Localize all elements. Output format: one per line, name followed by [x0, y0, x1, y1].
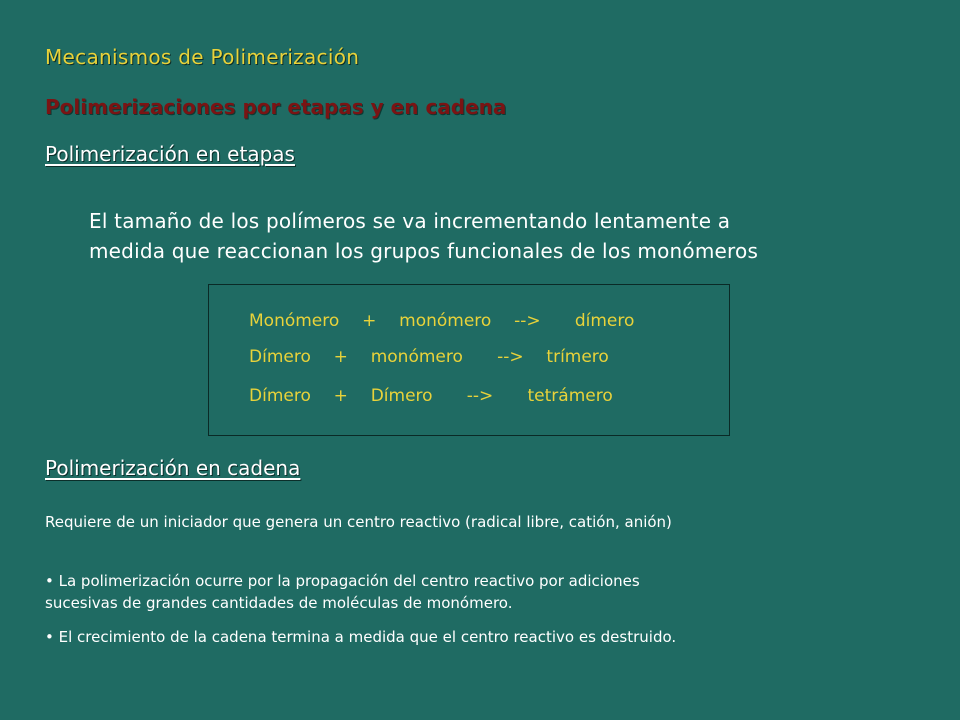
chain-bullet-2: • El crecimiento de la cadena termina a medida que el centro reactivo es destruido. [45, 628, 677, 646]
reaction-line-2: Dímero + monómero --> trímero [249, 347, 609, 367]
section-title-steps: Polimerización en etapas [45, 142, 295, 166]
chain-bullet-1 [45, 570, 640, 614]
main-heading: Mecanismos de Polimerización [45, 45, 360, 69]
reaction-line-3: Dímero + Dímero --> tetrámero [249, 386, 613, 406]
steps-description [89, 206, 758, 266]
steps-description-line-1: El tamaño de los polímeros se va incrementando lentamente a [89, 209, 731, 233]
reaction-line-1: Monómero + monómero --> dímero [249, 311, 635, 331]
chain-bullet-1-line-2: sucesivas de grandes cantidades de moléculas de monómero. [45, 594, 513, 612]
reactions-box [208, 284, 730, 436]
section-title-chain: Polimerización en cadena [45, 456, 301, 480]
steps-description-line-2: medida que reaccionan los grupos funcionales de los monómeros [89, 239, 759, 263]
sub-heading: Polimerizaciones por etapas y en cadena [45, 95, 507, 119]
chain-bullet-1-line-1: • La polimerización ocurre por la propagación del centro reactivo por adiciones [45, 572, 640, 590]
chain-intro: Requiere de un iniciador que genera un centro reactivo (radical libre, catión, anión) [45, 513, 672, 531]
